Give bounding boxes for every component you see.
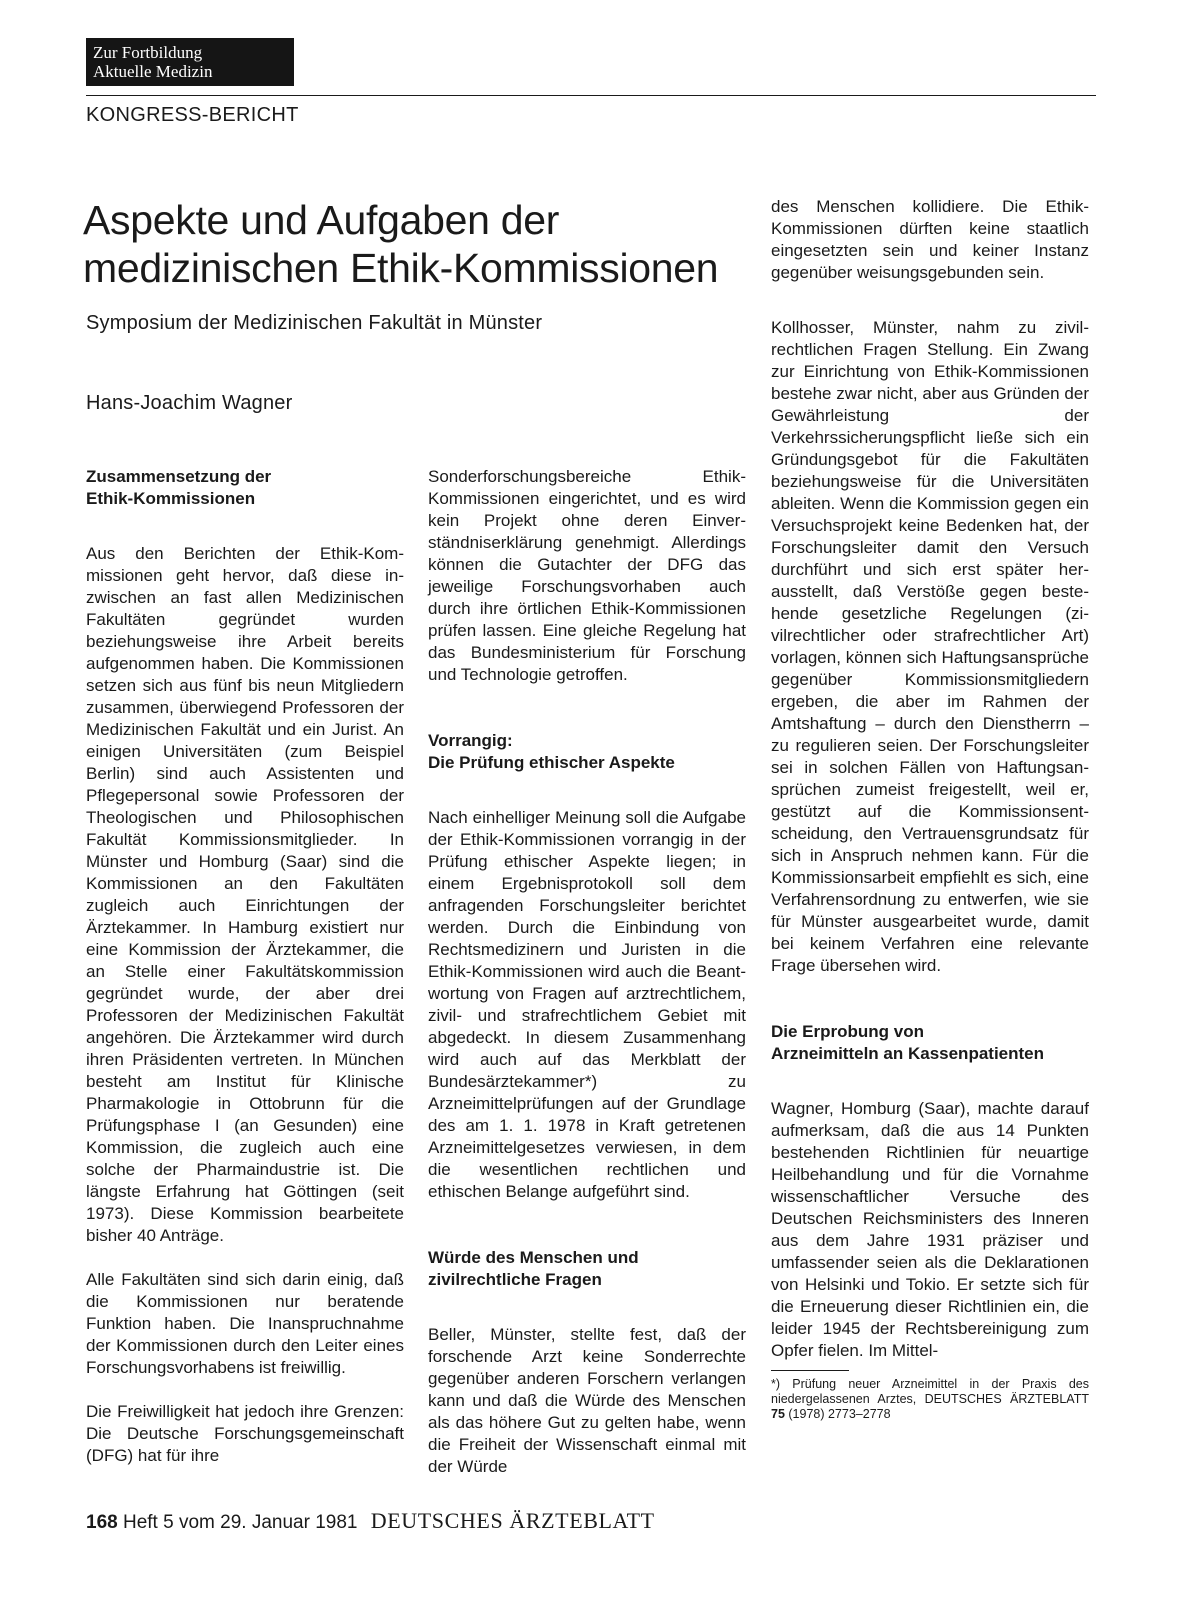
heading-line: zivilrechtliche Fragen [428,1270,602,1289]
section-heading-drug-testing [771,1021,1089,1065]
article-subtitle: Symposium der Medizinischen Fakultät in Münster [86,312,543,334]
journal-name: DEUTSCHES ÄRZTEBLATT [370,1508,655,1533]
section-heading-composition [86,466,404,510]
paragraph: Nach einhelliger Meinung soll die Aufgabe der Ethik-Kommissionen vorrangig in der Prüfung ethischer Aspekte liegen; in einem Ergebnisprotokoll soll dem anfragenden Forschungsleiter berichtet werden. Durch die Einbindung von Rechtsmedizinern und Juristen in die Ethik-Kommissionen wird auch die Beantwortung von Fragen auf arztrechtlichem, zivil- und strafrechtlichem Gebiet mit abgedeckt. In diesem Zusammenhang wird auch auf das Merkblatt der Bundesärztekammer*) zu Arzneimittelprüfungen auf der Grundlage des am 1. 1. 1978 in Kraft getretenen Arzneimittelgesetzes verwiesen, in dem die wesentlichen rechtlichen und ethischen Belange aufgeführt sind. [428,808,746,1201]
paragraph: des Menschen kollidiere. Die Ethik-Kommissionen dürften keine staatlich eingesetzten sein und keiner Instanz gegenüber weisungsgebunden sein. [771,197,1089,282]
section-badge-line2: Aktuelle Medizin [93,62,213,81]
page-footer [86,1508,655,1534]
section-heading-priority [428,730,746,774]
heading-line: Die Prüfung ethischer Aspekte [428,753,675,772]
heading-line: Arzneimitteln an Kassenpatienten [771,1044,1045,1063]
article-title-line1: Aspekte und Aufgaben der [83,197,560,243]
footnote-volume: 75 [771,1407,785,1421]
footnote [771,1377,1089,1422]
heading-line: Ethik-Kommissionen [86,489,256,508]
article-title-line2: medizinischen Ethik-Kommissionen [83,245,719,291]
text-column-2 [428,466,746,1478]
issue-info: Heft 5 vom 29. Januar 1981 [122,1512,358,1533]
heading-line: Zusammensetzung der [86,467,272,486]
paragraph: Sonderforschungsbereiche Ethik-Kommissionen eingerichtet, und es wird kein Projekt ohne deren Einverständniserklärung genehmigt. Allerdings können die Gutachter der DFG das jeweilige Forschungsvorhaben auch durch ihre örtlichen Ethik-Kommissionen prüfen lassen. Eine gleiche Regelung hat das Bundesministerium für Forschung und Technologie getroffen. [428,467,746,684]
footnote-text: *) Prüfung neuer Arzneimittel in der Praxis des niedergelassenen Arztes, DEUTSCHES ÄRZTEBLATT [771,1377,1089,1406]
footnote-rule [771,1370,849,1371]
section-heading-dignity [428,1247,746,1291]
article-title [83,196,763,292]
paragraph: Wagner, Homburg (Saar), machte darauf aufmerksam, daß die aus 14 Punkten bestehenden Richtlinien für neuartige Heilbehandlung und für die Vornahme wissenschaftlicher Versuche des Deutschen Reichsministers des Inneren aus dem Jahre 1931 präziser und umfassender seien als die Deklarationen von Helsinki und Tokio. Er setzte sich für die Erneuerung dieser Richtlinien ein, die leider 1945 der Rechtsbereinigung zum Opfer fielen. Im Mittel- [771,1099,1089,1360]
paragraph: Aus den Berichten der Ethik-Kommissionen geht hervor, daß diese inzwischen an fast allen Medizinischen Fakultäten gegründet wurden beziehungsweise ihre Arbeit bereits aufgenommen haben. Die Kommissionen setzen sich aus fünf bis neun Mitgliedern zusammen, überwiegend Professoren der Medizinischen Fakultät und ein Jurist. An einigen Universitäten (zum Beispiel Berlin) sind auch Assistenten und Pflegepersonal sowie Professoren der Theologischen und Philosophischen Fakultät Kommissionsmitglieder. In Münster und Homburg (Saar) sind die Kommissionen an den Fakultäten zugleich auch Einrichtungen der Ärztekammer. In Hamburg existiert nur eine Kommission der Ärztekammer, die an Stelle einer Fakultätskommission gegründet wurde, der aber drei Professoren der Medizinischen Fakultät angehören. Die Ärztekammer wird durch ihren Präsidenten vertreten. In München besteht am Institut für Klinische Pharmakologie in Ottobrunn für die Prüfungsphase I (an Gesunden) eine Kommission, die zugleich auch eine solche der Pharmaindustrie ist. Die längste Erfahrung hat Göttingen (seit 1973). Diese Kommission bearbeitete bisher 40 Anträge. [86,544,404,1245]
section-badge-line1: Zur Fortbildung [93,43,203,62]
paragraph: Kollhosser, Münster, nahm zu zivilrechtlichen Fragen Stellung. Ein Zwang zur Einrichtung von Ethik-Kommissionen bestehe zwar nicht, aber aus Gründen der Gewährleistung der Verkehrssicherungspflicht ließe sich ein Gründungsgebot für die Fakultäten beziehungsweise für die Universitäten ableiten. Wenn die Kommission gegen ein Versuchsprojekt keine Bedenken hat, der Forschungsleiter damit den Versuch durchführt und sich erst später herausstellt, daß Verstöße gegen bestehende gesetzliche Regelungen (zivilrechtlicher oder strafrechtlicher Art) vorlagen, können sich Haftungsansprüche gegenüber Kommissionsmitgliedern ergeben, die aber im Rahmen der Amtshaftung – durch den Dienstherrn – zu regulieren seien. Der Forschungsleiter sei in solchen Fällen von Haftungsansprüchen zumeist freigestellt, weil er, gestützt auf die Kommissionsentscheidung, den Vertrauensgrundsatz für sich in Anspruch nehmen kann. Für die Kommissionsarbeit empfiehlt es sich, eine Verfahrensordnung zu entwerfen, wie sie für Münster ausgearbeitet wurde, damit bei keinem Verfahren eine relevante Frage übersehen wird. [771,318,1089,975]
header-rule [86,95,1096,96]
heading-line: Die Erprobung von [771,1022,924,1041]
text-column-3 [771,196,1089,1422]
paragraph: Alle Fakultäten sind sich darin einig, daß die Kommissionen nur beratende Funktion haben. Die Inanspruchnahme der Kommissionen durch den Leiter eines Forschungsvorhabens ist freiwillig. [86,1270,404,1377]
footnote-reference: (1978) 2773–2778 [784,1407,891,1421]
section-kicker: KONGRESS-BERICHT [86,104,299,126]
text-column-1 [86,466,404,1467]
section-badge [86,38,294,86]
heading-line: Würde des Menschen und [428,1248,639,1267]
heading-line: Vorrangig: [428,731,513,750]
page-number: 168 [86,1512,118,1533]
paragraph: Beller, Münster, stellte fest, daß der forschende Arzt keine Sonderrechte gegenüber anderen Forschern verlangen kann und daß die Würde des Menschen als das höhere Gut zu gelten habe, wenn die Freiheit der Wissenschaft einmal mit der Würde [428,1325,746,1476]
paragraph: Die Freiwilligkeit hat jedoch ihre Grenzen: Die Deutsche Forschungsgemeinschaft (DFG) hat für ihre [86,1402,404,1465]
article-author: Hans-Joachim Wagner [86,392,293,414]
